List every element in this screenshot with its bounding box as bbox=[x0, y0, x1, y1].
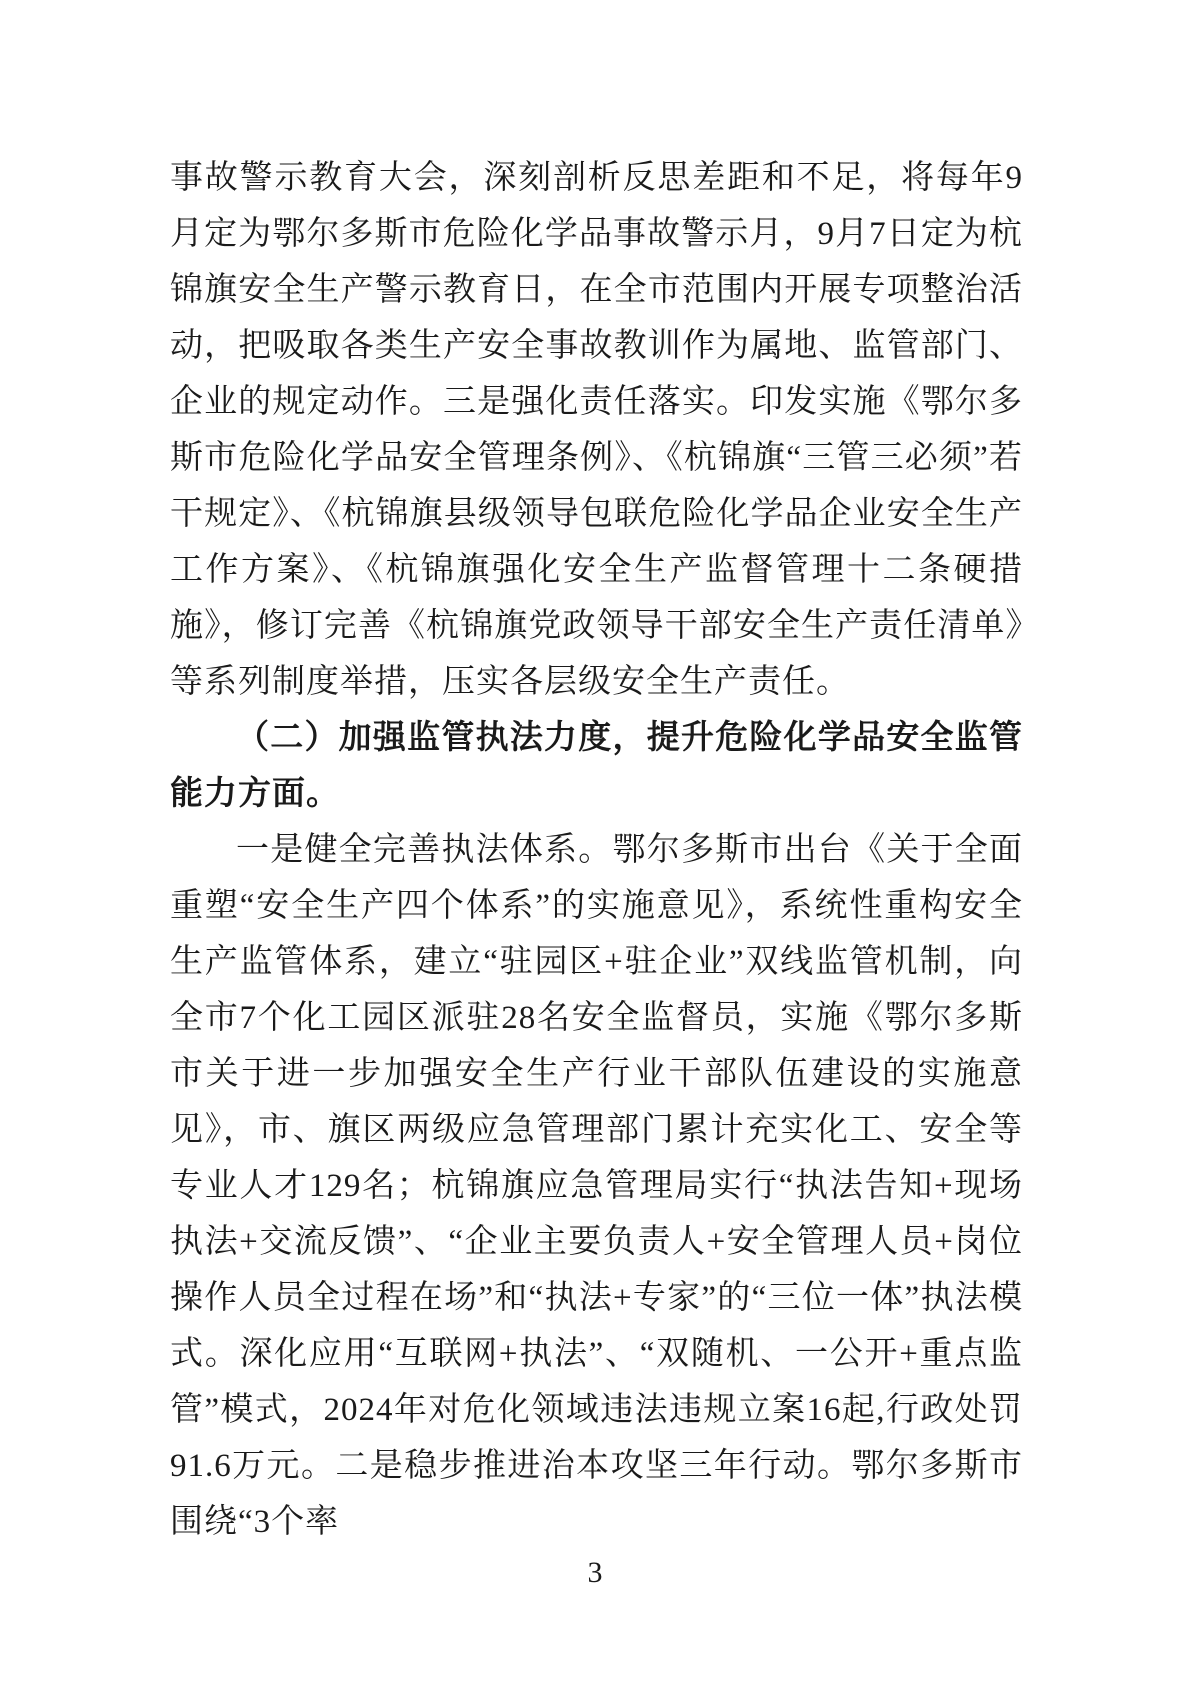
paragraph-continuation: 事故警示教育大会，深刻剖析反思差距和不足，将每年9月定为鄂尔多斯市危险化学品事故警示月，9月7日定为杭锦旗安全生产警示教育日，在全市范围内开展专项整治活动，把吸取各类生产安全事故教训作为属地、监管部门、企业的规定动作。三是强化责任落实。印发实施《鄂尔多斯市危险化学品安全管理条例》、《杭锦旗“三管三必须”若干规定》、《杭锦旗县级领导包联危险化学品企业安全生产工作方案》、《杭锦旗强化安全生产监督管理十二条硬措施》，修订完善《杭锦旗党政领导干部安全生产责任清单》等系列制度举措，压实各层级安全生产责任。 bbox=[170, 160, 1023, 700]
section-heading: （二）加强监管执法力度，提升危险化学品安全监管能力方面。 bbox=[170, 720, 1023, 812]
paragraph-body: 一是健全完善执法体系。鄂尔多斯市出台《关于全面重塑“安全生产四个体系”的实施意见》，系统性重构安全生产监管体系，建立“驻园区+驻企业”双线监管机制，向全市7个化工园区派驻28名安全监督员，实施《鄂尔多斯市关于进一步加强安全生产行业干部队伍建设的实施意见》，市、旗区两级应急管理部门累计充实化工、安全等专业人才129名；杭锦旗应急管理局实行“执法告知+现场执法+交流反馈”、“企业主要负责人+安全管理人员+岗位操作人员全过程在场”和“执法+专家”的“三位一体”执法模式。深化应用“互联网+执法”、“双随机、一公开+重点监管”模式，2024年对危化领域违法违规立案16起,行政处罚91.6万元。二是稳步推进治本攻坚三年行动。鄂尔多斯市围绕“3个率 bbox=[170, 832, 1023, 1540]
document-body bbox=[170, 150, 1023, 1550]
page-number: 3 bbox=[587, 1556, 603, 1589]
